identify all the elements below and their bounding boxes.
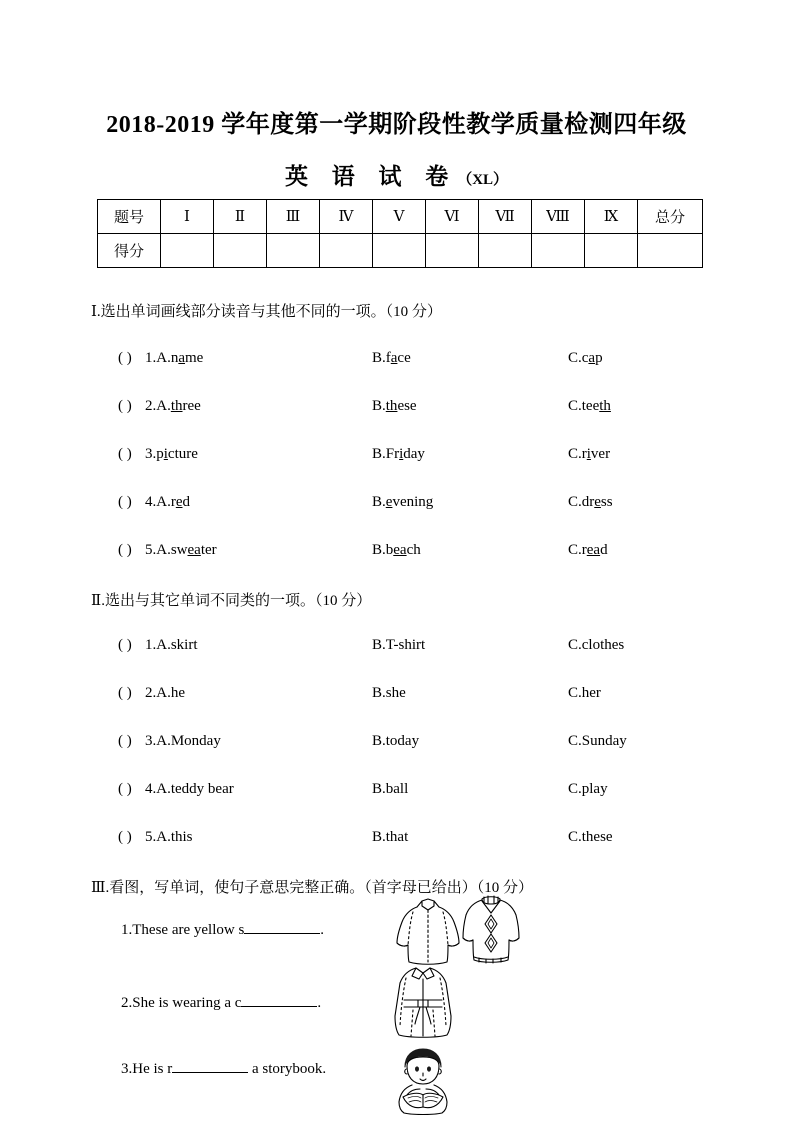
row-label-score: 得分 — [98, 234, 161, 268]
score-cell-1[interactable] — [161, 234, 214, 268]
answer-bracket[interactable]: ( ) — [118, 350, 132, 366]
option-c[interactable]: C.her — [568, 685, 601, 701]
section-heading-2: Ⅱ.选出与其它单词不同类的一项。（10 分） — [91, 593, 372, 609]
option-b[interactable]: B.ball — [372, 781, 409, 797]
column-header-9: Ⅸ — [585, 200, 638, 234]
sweater-illustration — [460, 893, 522, 968]
score-cell-5[interactable] — [373, 234, 426, 268]
page-title: 2018-2019 学年度第一学期阶段性教学质量检测四年级 — [106, 112, 687, 138]
answer-bracket[interactable]: ( ) — [118, 542, 132, 558]
answer-blank[interactable] — [244, 920, 320, 934]
option-c[interactable]: C.read — [568, 542, 608, 558]
option-b[interactable]: B.evening — [372, 494, 434, 510]
option-a[interactable]: 3.A.Monday — [145, 733, 221, 749]
option-a[interactable]: 1.A.name — [145, 350, 204, 366]
option-a[interactable]: 4.A.teddy bear — [145, 781, 234, 797]
page-subtitle — [0, 158, 793, 191]
option-a[interactable]: 2.A.he — [145, 685, 185, 701]
column-header-3: Ⅲ — [267, 200, 320, 234]
option-b[interactable]: B.that — [372, 829, 409, 845]
subtitle-paren: （XL） — [457, 172, 509, 188]
question-row-2-4 — [91, 781, 731, 805]
answer-blank[interactable] — [241, 993, 317, 1007]
answer-bracket[interactable]: ( ) — [118, 733, 132, 749]
coat-illustration — [392, 964, 454, 1040]
answer-bracket[interactable]: ( ) — [118, 398, 132, 414]
option-c[interactable]: C.teeth — [568, 398, 611, 414]
option-c[interactable]: C.Sunday — [568, 733, 627, 749]
answer-bracket[interactable]: ( ) — [118, 829, 132, 845]
fill-in-prompt: 1.These are yellow s — [121, 922, 245, 938]
fill-in-prompt: 3.He is r — [121, 1061, 173, 1077]
option-b[interactable]: B.T-shirt — [372, 637, 426, 653]
column-header-total: 总分 — [638, 200, 703, 234]
subtitle-main: 英 语 试 卷 — [284, 164, 458, 189]
column-header-8: Ⅷ — [532, 200, 585, 234]
answer-blank[interactable] — [172, 1059, 248, 1073]
option-b[interactable]: B.today — [372, 733, 420, 749]
fill-in-row-3 — [121, 1059, 326, 1078]
score-table — [97, 199, 703, 268]
question-row-1-5 — [91, 542, 731, 566]
shirt-illustration — [393, 896, 463, 968]
table-row-scores — [98, 234, 703, 268]
score-cell-4[interactable] — [320, 234, 373, 268]
table-row-question-numbers — [98, 200, 703, 234]
question-row-2-5 — [91, 829, 731, 853]
answer-bracket[interactable]: ( ) — [118, 446, 132, 462]
fill-in-suffix: . — [320, 922, 325, 938]
option-c[interactable]: C.dress — [568, 494, 613, 510]
option-c[interactable]: C.cap — [568, 350, 603, 366]
score-cell-9[interactable] — [585, 234, 638, 268]
column-header-6: Ⅵ — [426, 200, 479, 234]
question-row-1-4 — [91, 494, 731, 518]
fill-in-row-2 — [121, 993, 321, 1012]
option-c[interactable]: C.clothes — [568, 637, 625, 653]
option-a[interactable]: 1.A.skirt — [145, 637, 198, 653]
question-row-1-2 — [91, 398, 731, 422]
section-heading-1: Ⅰ.选出单词画线部分读音与其他不同的一项。（10 分） — [91, 304, 442, 320]
option-a[interactable]: 4.A.red — [145, 494, 190, 510]
score-cell-3[interactable] — [267, 234, 320, 268]
fill-in-suffix: a storybook. — [248, 1061, 327, 1077]
column-header-5: Ⅴ — [373, 200, 426, 234]
option-a[interactable]: 2.A.three — [145, 398, 201, 414]
score-cell-7[interactable] — [479, 234, 532, 268]
column-header-7: Ⅶ — [479, 200, 532, 234]
option-c[interactable]: C.river — [568, 446, 611, 462]
answer-bracket[interactable]: ( ) — [118, 685, 132, 701]
fill-in-prompt: 2.She is wearing a c — [121, 995, 242, 1011]
score-cell-2[interactable] — [214, 234, 267, 268]
answer-bracket[interactable]: ( ) — [118, 494, 132, 510]
score-cell-6[interactable] — [426, 234, 479, 268]
score-cell-8[interactable] — [532, 234, 585, 268]
boy-reading-illustration — [394, 1047, 452, 1115]
fill-in-row-1 — [121, 920, 324, 939]
option-b[interactable]: B.beach — [372, 542, 421, 558]
section-heading-3: Ⅲ.看图，写单词，使句子意思完整正确。（首字母已给出）（10 分） — [91, 880, 533, 896]
option-a[interactable]: 5.A.this — [145, 829, 193, 845]
question-row-2-2 — [91, 685, 731, 709]
column-header-4: Ⅳ — [320, 200, 373, 234]
score-cell-total[interactable] — [638, 234, 703, 268]
column-header-1: Ⅰ — [161, 200, 214, 234]
column-header-2: Ⅱ — [214, 200, 267, 234]
option-b[interactable]: B.face — [372, 350, 411, 366]
question-row-1-3 — [91, 446, 731, 470]
option-a[interactable]: 3.picture — [145, 446, 198, 462]
answer-bracket[interactable]: ( ) — [118, 637, 132, 653]
answer-bracket[interactable]: ( ) — [118, 781, 132, 797]
fill-in-suffix: . — [317, 995, 322, 1011]
question-row-2-3 — [91, 733, 731, 757]
option-b[interactable]: B.these — [372, 398, 417, 414]
option-c[interactable]: C.play — [568, 781, 608, 797]
row-label-question-no: 题号 — [98, 200, 161, 234]
question-row-1-1 — [91, 350, 731, 374]
option-b[interactable]: B.she — [372, 685, 406, 701]
option-b[interactable]: B.Friday — [372, 446, 425, 462]
option-c[interactable]: C.these — [568, 829, 613, 845]
option-a[interactable]: 5.A.sweater — [145, 542, 217, 558]
question-row-2-1 — [91, 637, 731, 661]
